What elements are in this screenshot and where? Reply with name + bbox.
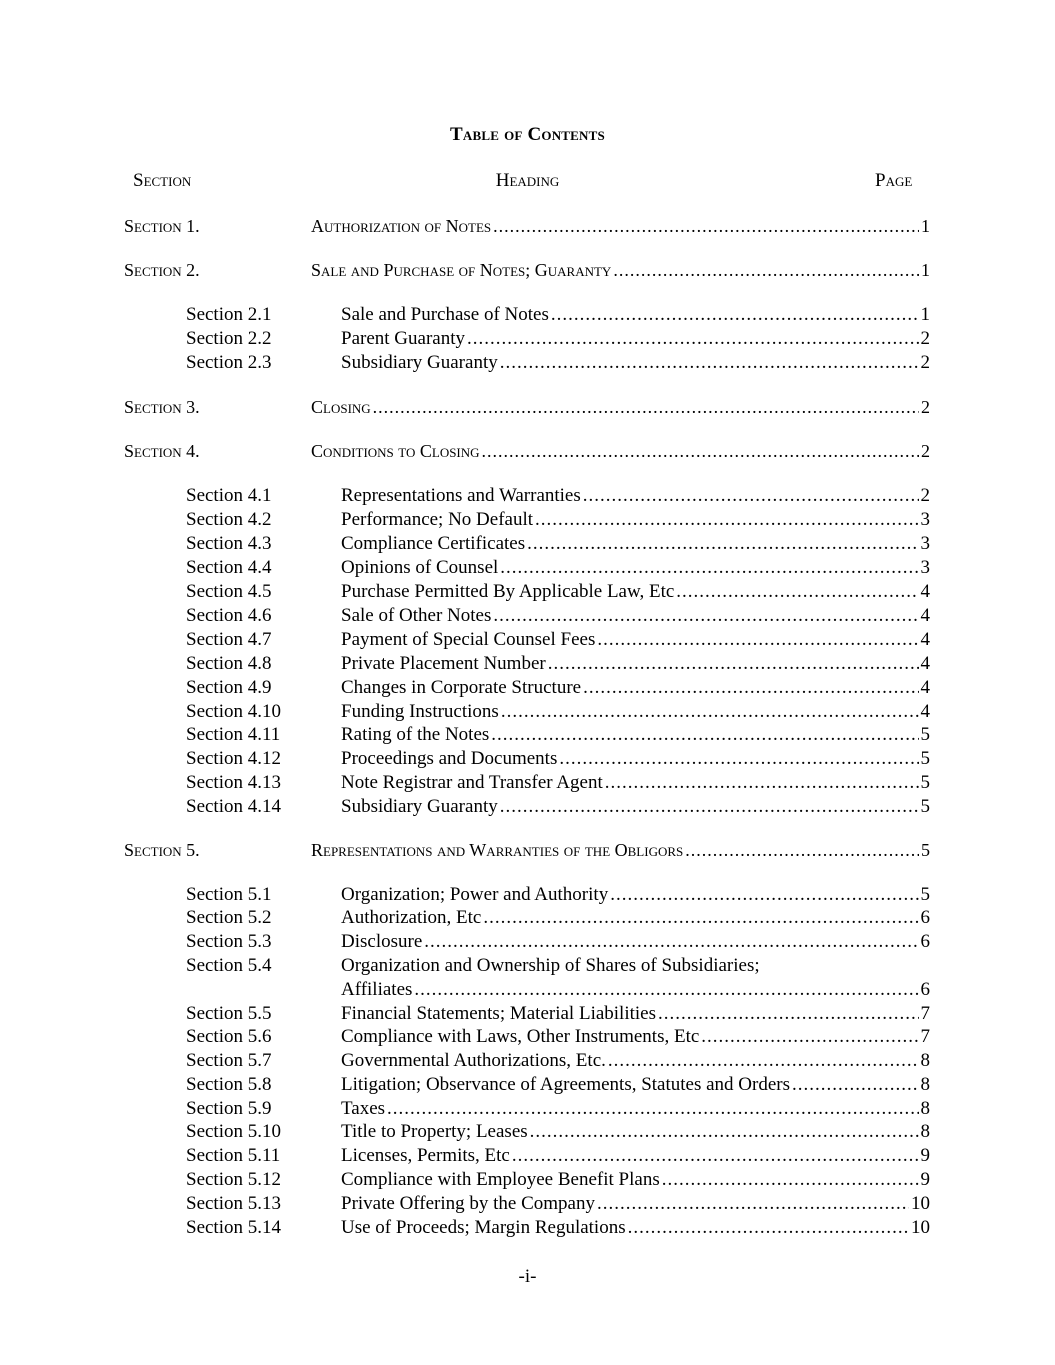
toc-heading-leader [341, 604, 930, 628]
dot-leader [414, 978, 918, 1002]
dot-leader [512, 1144, 919, 1168]
toc-heading-leader [341, 652, 930, 676]
toc-page-number: 4 [920, 605, 930, 626]
toc-heading-leader [341, 676, 930, 700]
toc-entry [0, 508, 1055, 532]
toc-page-number: 8 [920, 1050, 930, 1071]
toc-page-number: 8 [920, 1074, 930, 1095]
toc-heading: Note Registrar and Transfer Agent [341, 772, 603, 793]
toc-page-number: 8 [920, 1121, 930, 1142]
toc-section-number: Section 4.2 [186, 509, 272, 530]
toc-heading-leader [311, 439, 930, 463]
dot-leader [493, 214, 919, 238]
toc-page-number: 1 [920, 304, 930, 325]
toc-heading-leader [341, 1002, 930, 1026]
toc-heading: Subsidiary Guaranty [341, 796, 498, 817]
toc-page-number: 4 [920, 653, 930, 674]
toc-heading: Proceedings and Documents [341, 748, 558, 769]
dot-leader [527, 532, 918, 556]
toc-heading: Compliance with Employee Benefit Plans [341, 1169, 660, 1190]
toc-page-number: 5 [920, 748, 930, 769]
toc-heading-leader [341, 580, 930, 604]
page-title: Table of Contents [450, 124, 605, 145]
column-header-page: Page [875, 170, 913, 191]
toc-section-number: Section 5.2 [186, 907, 272, 928]
toc-section-number: Section 5.11 [186, 1145, 281, 1166]
toc-page-number: 5 [920, 796, 930, 817]
toc-heading-leader [341, 1144, 930, 1168]
toc-heading: Title to Property; Leases [341, 1121, 528, 1142]
dot-leader [491, 723, 918, 747]
toc-section-number: Section 4.5 [186, 581, 272, 602]
toc-heading-leader [341, 906, 930, 930]
toc-heading-leader [311, 258, 930, 282]
toc-page-number: 1 [921, 260, 930, 280]
toc-entry [0, 747, 1055, 771]
toc-heading: Private Placement Number [341, 653, 546, 674]
toc-heading: Use of Proceeds; Margin Regulations [341, 1217, 626, 1238]
toc-section-number: Section 4.1 [186, 485, 272, 506]
toc-heading-leader [341, 1216, 930, 1240]
dot-leader [501, 700, 919, 724]
toc-heading-leader [341, 747, 930, 771]
dot-leader [605, 771, 919, 795]
toc-heading-leader [341, 1073, 930, 1097]
toc-heading: Funding Instructions [341, 701, 499, 722]
dot-leader [685, 838, 919, 862]
dot-leader [610, 883, 918, 907]
toc-entry [0, 1097, 1055, 1121]
toc-heading-leader [341, 628, 930, 652]
toc-page-number: 9 [920, 1145, 930, 1166]
toc-heading: Licenses, Permits, Etc [341, 1145, 510, 1166]
toc-entry [0, 1049, 1055, 1073]
dot-leader [597, 628, 918, 652]
toc-entry [0, 700, 1055, 724]
dot-leader [530, 1120, 919, 1144]
toc-page-number: 6 [920, 979, 930, 1000]
toc-section-number: Section 5.6 [186, 1026, 272, 1047]
toc-section-number: Section 2.2 [186, 328, 272, 349]
toc-section-number: Section 4.14 [186, 796, 281, 817]
toc-section-number: Section 4.7 [186, 629, 272, 650]
toc-page-number: 4 [920, 581, 930, 602]
toc-section-number: Section 5.9 [186, 1098, 272, 1119]
dot-leader [483, 906, 918, 930]
toc-entry [0, 580, 1055, 604]
toc-heading: Closing [311, 397, 371, 417]
toc-section-number: Section 5.1 [186, 884, 272, 905]
toc-heading-leader [341, 1168, 930, 1192]
toc-heading-leader [341, 700, 930, 724]
dot-leader [658, 1002, 918, 1026]
toc-heading-leader [341, 351, 930, 375]
toc-heading-leader [341, 1192, 930, 1216]
toc-heading-leader [341, 723, 930, 747]
toc-section-number: Section 5.8 [186, 1074, 272, 1095]
toc-section-number: Section 4.10 [186, 701, 281, 722]
toc-section-number: Section 4. [124, 441, 200, 461]
toc-heading: Compliance Certificates [341, 533, 526, 554]
toc-heading: Organization; Power and Authority [341, 884, 609, 905]
page-number-footer: -i- [518, 1266, 537, 1287]
toc-entry [0, 214, 1055, 238]
toc-heading: Opinions of Counsel [341, 557, 499, 578]
toc-page-number: 2 [921, 441, 930, 461]
toc-page-number: 2 [921, 397, 930, 417]
toc-heading-leader [311, 838, 930, 862]
toc-entry [0, 930, 1055, 954]
dot-leader [482, 439, 919, 463]
toc-heading: Affiliates [341, 979, 413, 1000]
toc-heading: Sale and Purchase of Notes [341, 304, 549, 325]
toc-heading: Performance; No Default [341, 509, 534, 530]
toc-heading-leader [341, 930, 930, 954]
column-header-section: Section [133, 170, 192, 191]
toc-entry [0, 327, 1055, 351]
toc-entry [0, 1073, 1055, 1097]
toc-section-number: Section 4.11 [186, 724, 281, 745]
toc-page-number: 9 [920, 1169, 930, 1190]
toc-section-number: Section 5.10 [186, 1121, 281, 1142]
toc-heading-leader [341, 484, 930, 508]
toc-section-number: Section 2. [124, 260, 200, 280]
toc-entry [0, 1025, 1055, 1049]
dot-leader [373, 395, 919, 419]
toc-page-number: 2 [920, 328, 930, 349]
toc-entry-continuation [0, 978, 1055, 1002]
toc-heading-leader [311, 214, 930, 238]
toc-entry [0, 795, 1055, 819]
dot-leader [613, 258, 919, 282]
toc-entry [0, 351, 1055, 375]
toc-heading-leader [311, 395, 930, 419]
dot-leader [387, 1097, 918, 1121]
toc-heading: Representations and Warranties of the Obligors [311, 840, 684, 860]
toc-entry [0, 1120, 1055, 1144]
toc-entry [0, 1144, 1055, 1168]
toc-entry [0, 676, 1055, 700]
toc-heading: Taxes [341, 1098, 386, 1119]
dot-leader [583, 676, 918, 700]
dot-leader [701, 1025, 918, 1049]
toc-page-number: 3 [920, 533, 930, 554]
toc-entry [0, 1216, 1055, 1240]
toc-heading: Sale of Other Notes [341, 605, 492, 626]
toc-section-number: Section 2.1 [186, 304, 272, 325]
toc-heading: Parent Guaranty [341, 328, 465, 349]
toc-entry [0, 954, 1055, 978]
toc-section-number: Section 4.6 [186, 605, 272, 626]
toc-section-number: Section 1. [124, 216, 200, 236]
toc-entry [0, 395, 1055, 419]
toc-page-number: 6 [920, 931, 930, 952]
toc-entry [0, 771, 1055, 795]
dot-leader [628, 1216, 909, 1240]
toc-page-number: 3 [920, 557, 930, 578]
toc-heading-leader [341, 795, 930, 819]
toc-heading-leader [341, 327, 930, 351]
toc-heading: Sale and Purchase of Notes; Guaranty [311, 260, 612, 280]
toc-section-number: Section 4.12 [186, 748, 281, 769]
dot-leader [500, 556, 918, 580]
toc-entry [0, 652, 1055, 676]
toc-section-number: Section 5.14 [186, 1217, 281, 1238]
toc-heading: Private Offering by the Company [341, 1193, 595, 1214]
toc-heading-leader [341, 1120, 930, 1144]
dot-leader [597, 1192, 909, 1216]
toc-heading: Authorization of Notes [311, 216, 492, 236]
toc-heading: Compliance with Laws, Other Instruments, Etc [341, 1026, 700, 1047]
toc-page-number: 4 [920, 701, 930, 722]
toc-section-number: Section 5.3 [186, 931, 272, 952]
toc-heading-leader [341, 771, 930, 795]
toc-section-number: Section 3. [124, 397, 200, 417]
toc-heading: Financial Statements; Material Liabilities [341, 1003, 657, 1024]
toc-heading: Conditions to Closing [311, 441, 480, 461]
toc-page-number: 2 [920, 352, 930, 373]
toc-section-number: Section 5.7 [186, 1050, 272, 1071]
toc-heading-leader [341, 303, 930, 327]
toc-heading: Representations and Warranties [341, 485, 581, 506]
toc-heading-leader [341, 978, 930, 1002]
dot-leader [551, 303, 919, 327]
toc-entry [0, 906, 1055, 930]
toc-page-number: 2 [920, 485, 930, 506]
toc-page-number: 4 [920, 677, 930, 698]
toc-page-number: 10 [911, 1217, 930, 1238]
toc-entry [0, 1168, 1055, 1192]
toc-heading: Litigation; Observance of Agreements, Statutes and Orders [341, 1074, 791, 1095]
toc-entry [0, 723, 1055, 747]
toc-section-number: Section 5.12 [186, 1169, 281, 1190]
toc-section-number: Section 4.8 [186, 653, 272, 674]
dot-leader [559, 747, 918, 771]
toc-page-number: 6 [920, 907, 930, 928]
toc-entry [0, 439, 1055, 463]
toc-section-number: Section 5.4 [186, 955, 272, 976]
dot-leader [424, 930, 918, 954]
column-header-heading: Heading [495, 170, 560, 191]
toc-section-number: Section 5.13 [186, 1193, 281, 1214]
toc-page-number: 5 [921, 840, 930, 860]
toc-heading: Disclosure [341, 931, 423, 952]
toc-page-number: 8 [920, 1098, 930, 1119]
toc-page-number: 5 [920, 884, 930, 905]
toc-entry [0, 838, 1055, 862]
toc-heading: Governmental Authorizations, Etc. [341, 1050, 606, 1071]
toc-page-number: 7 [920, 1003, 930, 1024]
toc-page-number: 3 [920, 509, 930, 530]
toc-heading-leader [341, 532, 930, 556]
toc-page-number: 4 [920, 629, 930, 650]
dot-leader [792, 1073, 918, 1097]
toc-page-number: 10 [911, 1193, 930, 1214]
dot-leader [493, 604, 918, 628]
toc-section-number: Section 2.3 [186, 352, 272, 373]
toc-heading: Purchase Permitted By Applicable Law, Etc [341, 581, 675, 602]
toc-page-number: 1 [921, 216, 930, 236]
toc-page-number: 7 [920, 1026, 930, 1047]
toc-heading-leader [341, 556, 930, 580]
toc-entry [0, 258, 1055, 282]
toc-page-number: 5 [920, 724, 930, 745]
toc-section-number: Section 5.5 [186, 1003, 272, 1024]
toc-page-number: 5 [920, 772, 930, 793]
toc-heading-leader [341, 508, 930, 532]
toc-section-number: Section 4.4 [186, 557, 272, 578]
toc-entry [0, 883, 1055, 907]
dot-leader [467, 327, 919, 351]
toc-entry [0, 1002, 1055, 1026]
dot-leader [676, 580, 918, 604]
toc-entry [0, 556, 1055, 580]
toc-section-number: Section 4.3 [186, 533, 272, 554]
toc-entry [0, 604, 1055, 628]
toc-entry [0, 1192, 1055, 1216]
toc-heading: Subsidiary Guaranty [341, 352, 498, 373]
toc-heading: Rating of the Notes [341, 724, 490, 745]
toc-entry [0, 303, 1055, 327]
toc-heading-first-line: Organization and Ownership of Shares of Subsidiaries; [341, 955, 760, 976]
toc-heading-leader [341, 1049, 930, 1073]
toc-heading-leader [341, 883, 930, 907]
toc-heading-leader [341, 1097, 930, 1121]
toc-heading: Changes in Corporate Structure [341, 677, 582, 698]
toc-entry [0, 628, 1055, 652]
dot-leader [662, 1168, 919, 1192]
dot-leader [548, 652, 919, 676]
dot-leader [535, 508, 918, 532]
toc-section-number: Section 4.9 [186, 677, 272, 698]
toc-heading: Payment of Special Counsel Fees [341, 629, 596, 650]
dot-leader [583, 484, 919, 508]
dot-leader [500, 795, 919, 819]
toc-section-number: Section 4.13 [186, 772, 281, 793]
toc-heading: Authorization, Etc [341, 907, 482, 928]
dot-leader [608, 1049, 919, 1073]
dot-leader [500, 351, 919, 375]
toc-section-number: Section 5. [124, 840, 200, 860]
toc-heading-leader [341, 1025, 930, 1049]
toc-entry [0, 484, 1055, 508]
toc-entry [0, 532, 1055, 556]
